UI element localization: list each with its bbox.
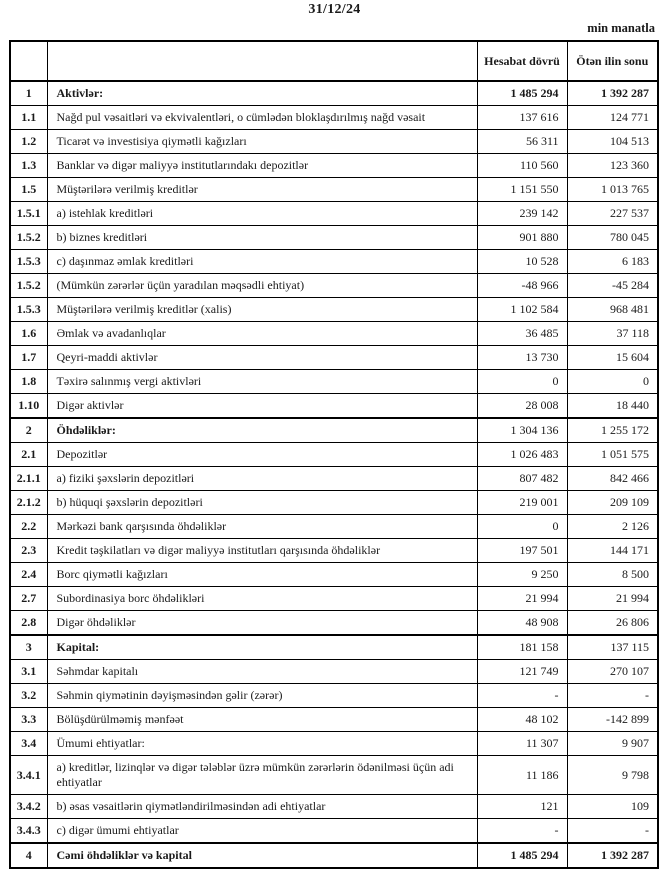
row-label: (Mümkün zərərlər üçün yaradılan məqsədli ehtiyat): [47, 274, 477, 298]
row-number: 1.1: [10, 106, 47, 130]
table-body: [10, 81, 658, 868]
table-row: [10, 515, 658, 539]
value-previous: 18 440: [567, 394, 658, 419]
value-current: 9 250: [477, 563, 567, 587]
table-row: [10, 250, 658, 274]
current-period-column-header: Hesabat dövrü: [477, 41, 567, 81]
value-current: -: [477, 684, 567, 708]
row-number: 1: [10, 81, 47, 106]
value-current: 239 142: [477, 202, 567, 226]
row-number: 2.1.1: [10, 467, 47, 491]
value-previous: 1 392 287: [567, 81, 658, 106]
table-row: [10, 130, 658, 154]
item-column-header: [47, 41, 477, 81]
table-row: [10, 635, 658, 660]
table-row: [10, 178, 658, 202]
row-number: 1.5: [10, 178, 47, 202]
value-current: 0: [477, 515, 567, 539]
row-number: 1.5.1: [10, 202, 47, 226]
row-number: 4: [10, 843, 47, 868]
row-label: Cəmi öhdəliklər və kapital: [47, 843, 477, 868]
value-previous: -142 899: [567, 708, 658, 732]
row-number: 2.4: [10, 563, 47, 587]
balance-sheet-table: [9, 40, 659, 869]
table-row: [10, 819, 658, 844]
row-number: 2.8: [10, 611, 47, 636]
value-current: 1 485 294: [477, 81, 567, 106]
value-previous: 144 171: [567, 539, 658, 563]
table-row: [10, 611, 658, 636]
value-previous: 1 051 575: [567, 443, 658, 467]
table-row: [10, 684, 658, 708]
value-previous: 780 045: [567, 226, 658, 250]
row-number: 1.8: [10, 370, 47, 394]
row-number: 1.5.2: [10, 274, 47, 298]
row-label: Ümumi ehtiyatlar:: [47, 732, 477, 756]
row-label: Səhmdar kapitalı: [47, 660, 477, 684]
number-column-header: [10, 41, 47, 81]
value-previous: -: [567, 684, 658, 708]
table-row: [10, 322, 658, 346]
value-previous: 0: [567, 370, 658, 394]
value-previous: 1 013 765: [567, 178, 658, 202]
value-previous: 109: [567, 795, 658, 819]
row-number: 2: [10, 418, 47, 443]
value-previous: 137 115: [567, 635, 658, 660]
table-row: [10, 418, 658, 443]
table-row: [10, 732, 658, 756]
table-row: [10, 843, 658, 868]
table-row: [10, 795, 658, 819]
row-number: 1.3: [10, 154, 47, 178]
row-number: 3.4.1: [10, 756, 47, 795]
row-number: 1.5.3: [10, 298, 47, 322]
value-current: 110 560: [477, 154, 567, 178]
row-number: 2.7: [10, 587, 47, 611]
row-label: Subordinasiya borc öhdəlikləri: [47, 587, 477, 611]
value-current: -48 966: [477, 274, 567, 298]
value-current: 219 001: [477, 491, 567, 515]
table-row: [10, 491, 658, 515]
table-row: [10, 587, 658, 611]
value-previous: 8 500: [567, 563, 658, 587]
row-number: 2.1: [10, 443, 47, 467]
table-row: [10, 370, 658, 394]
table-row: [10, 539, 658, 563]
value-previous: 1 255 172: [567, 418, 658, 443]
value-current: 0: [477, 370, 567, 394]
row-label: Təxirə salınmış vergi aktivləri: [47, 370, 477, 394]
row-number: 1.10: [10, 394, 47, 419]
row-label: c) digər ümumi ehtiyatlar: [47, 819, 477, 844]
row-number: 1.5.2: [10, 226, 47, 250]
row-number: 2.3: [10, 539, 47, 563]
row-label: Kapital:: [47, 635, 477, 660]
value-previous: 1 392 287: [567, 843, 658, 868]
value-current: 13 730: [477, 346, 567, 370]
value-current: 48 102: [477, 708, 567, 732]
value-current: 121 749: [477, 660, 567, 684]
table-row: [10, 298, 658, 322]
value-current: 1 026 483: [477, 443, 567, 467]
row-label: Müştərilərə verilmiş kreditlər: [47, 178, 477, 202]
row-label: Ticarət və investisiya qiymətli kağızları: [47, 130, 477, 154]
value-current: 1 151 550: [477, 178, 567, 202]
row-label: Depozitlər: [47, 443, 477, 467]
value-current: 807 482: [477, 467, 567, 491]
row-label: a) istehlak kreditləri: [47, 202, 477, 226]
value-previous: 968 481: [567, 298, 658, 322]
value-previous: 123 360: [567, 154, 658, 178]
value-current: 11 186: [477, 756, 567, 795]
table-row: [10, 660, 658, 684]
row-label: Səhmin qiymətinin dəyişməsindən gəlir (zərər): [47, 684, 477, 708]
report-date-title: 31/12/24: [308, 2, 361, 17]
table-row: [10, 756, 658, 795]
table-row: [10, 81, 658, 106]
row-label: Qeyri-maddi aktivlər: [47, 346, 477, 370]
table-row: [10, 467, 658, 491]
value-current: -: [477, 819, 567, 844]
row-number: 3.2: [10, 684, 47, 708]
previous-year-column-header: Ötən ilin sonu: [567, 41, 658, 81]
row-label: b) hüquqi şəxslərin depozitləri: [47, 491, 477, 515]
row-label: b) əsas vəsaitlərin qiymətləndirilməsindən adi ehtiyatlar: [47, 795, 477, 819]
value-previous: 6 183: [567, 250, 658, 274]
value-current: 1 485 294: [477, 843, 567, 868]
row-number: 3: [10, 635, 47, 660]
value-current: 137 616: [477, 106, 567, 130]
row-number: 2.2: [10, 515, 47, 539]
value-previous: 9 798: [567, 756, 658, 795]
row-label: a) kreditlər, lizinqlər və digər tələblər üzrə mümkün zərərlərin ödənilməsi üçün adi ehtiyatlar: [47, 756, 477, 795]
row-label: Öhdəliklər:: [47, 418, 477, 443]
row-label: Aktivlər:: [47, 81, 477, 106]
value-current: 48 908: [477, 611, 567, 636]
row-number: 3.4.2: [10, 795, 47, 819]
value-previous: 26 806: [567, 611, 658, 636]
row-label: c) daşınmaz əmlak kreditləri: [47, 250, 477, 274]
row-label: Banklar və digər maliyyə institutlarındakı depozitlər: [47, 154, 477, 178]
value-current: 21 994: [477, 587, 567, 611]
value-current: 901 880: [477, 226, 567, 250]
row-number: 3.4.3: [10, 819, 47, 844]
value-current: 1 102 584: [477, 298, 567, 322]
row-label: Mərkəzi bank qarşısında öhdəliklər: [47, 515, 477, 539]
table-row: [10, 226, 658, 250]
row-number: 2.1.2: [10, 491, 47, 515]
table-row: [10, 274, 658, 298]
value-previous: 227 537: [567, 202, 658, 226]
table-row: [10, 443, 658, 467]
row-number: 1.5.3: [10, 250, 47, 274]
row-number: 3.1: [10, 660, 47, 684]
row-label: Kredit təşkilatları və digər maliyyə institutları qarşısında öhdəliklər: [47, 539, 477, 563]
row-label: Digər aktivlər: [47, 394, 477, 419]
row-number: 1.2: [10, 130, 47, 154]
value-previous: 21 994: [567, 587, 658, 611]
row-label: Digər öhdəliklər: [47, 611, 477, 636]
table-row: [10, 708, 658, 732]
value-current: 121: [477, 795, 567, 819]
value-previous: 270 107: [567, 660, 658, 684]
value-current: 181 158: [477, 635, 567, 660]
value-previous: 2 126: [567, 515, 658, 539]
value-current: 197 501: [477, 539, 567, 563]
table-header-row: [10, 41, 658, 81]
row-number: 1.6: [10, 322, 47, 346]
table-row: [10, 394, 658, 419]
value-previous: 15 604: [567, 346, 658, 370]
row-number: 3.3: [10, 708, 47, 732]
table-row: [10, 202, 658, 226]
value-previous: 37 118: [567, 322, 658, 346]
value-previous: 209 109: [567, 491, 658, 515]
value-previous: -45 284: [567, 274, 658, 298]
table-row: [10, 563, 658, 587]
value-current: 28 008: [477, 394, 567, 419]
unit-note: min manatla: [587, 21, 655, 35]
value-previous: 842 466: [567, 467, 658, 491]
value-current: 36 485: [477, 322, 567, 346]
row-label: Borc qiymətli kağızları: [47, 563, 477, 587]
value-current: 10 528: [477, 250, 567, 274]
row-label: Bölüşdürülməmiş mənfəət: [47, 708, 477, 732]
value-current: 56 311: [477, 130, 567, 154]
value-previous: 124 771: [567, 106, 658, 130]
row-label: b) biznes kreditləri: [47, 226, 477, 250]
row-number: 3.4: [10, 732, 47, 756]
value-previous: 104 513: [567, 130, 658, 154]
row-label: Müştərilərə verilmiş kreditlər (xalis): [47, 298, 477, 322]
row-label: Əmlak və avadanlıqlar: [47, 322, 477, 346]
table-row: [10, 106, 658, 130]
value-previous: 9 907: [567, 732, 658, 756]
row-label: a) fiziki şəxslərin depozitləri: [47, 467, 477, 491]
value-previous: -: [567, 819, 658, 844]
row-number: 1.7: [10, 346, 47, 370]
value-current: 11 307: [477, 732, 567, 756]
table-row: [10, 154, 658, 178]
row-label: Nağd pul vəsaitləri və ekvivalentləri, o cümlədən bloklaşdırılmış nağd vəsait: [47, 106, 477, 130]
table-row: [10, 346, 658, 370]
value-current: 1 304 136: [477, 418, 567, 443]
